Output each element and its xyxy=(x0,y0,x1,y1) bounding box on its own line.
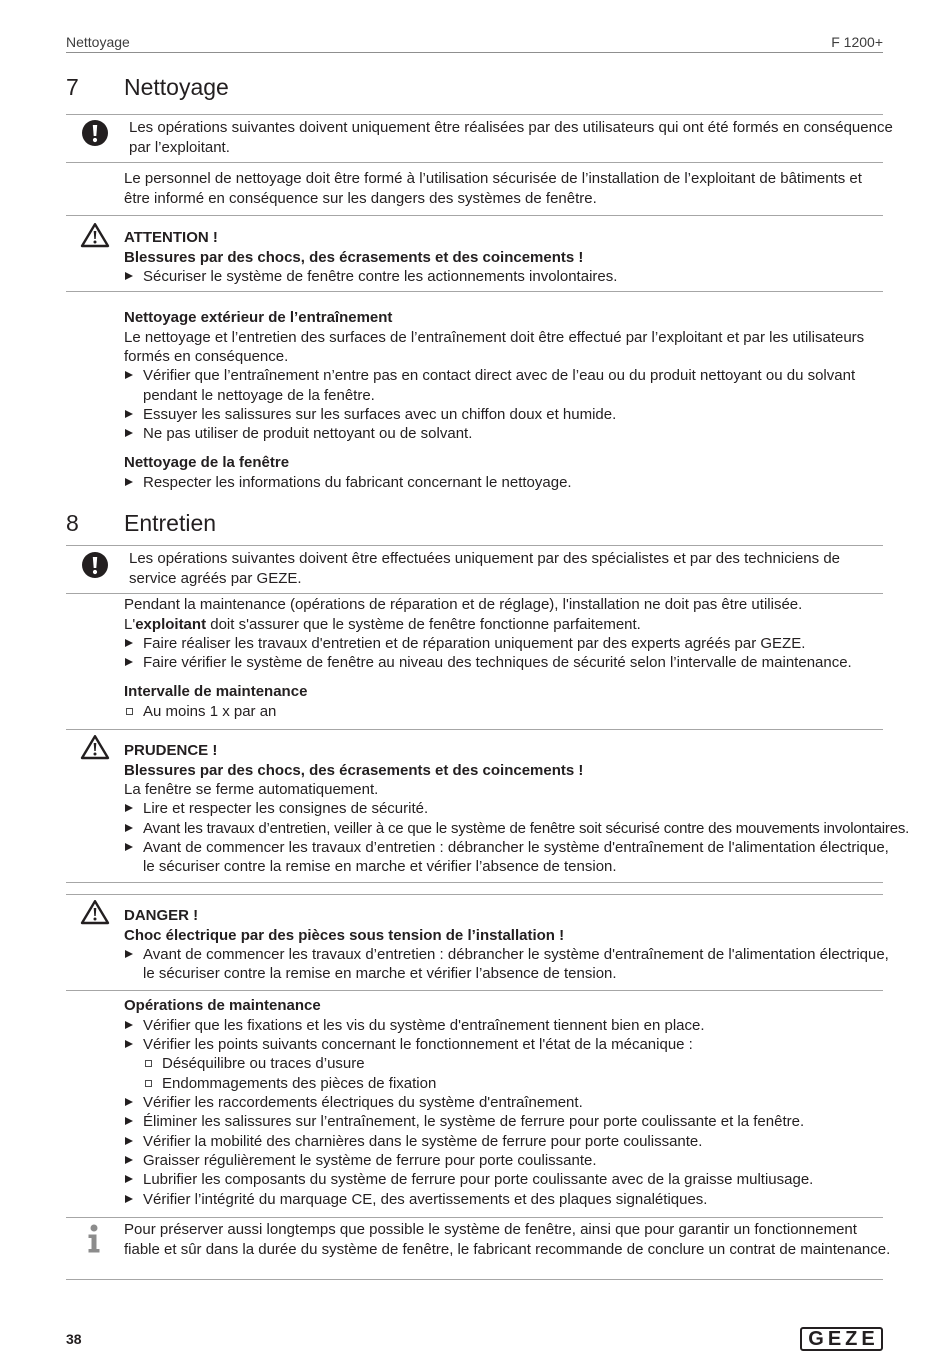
instruction-step xyxy=(124,366,884,405)
bullet-arrow-icon xyxy=(125,639,133,647)
divider xyxy=(66,114,883,115)
step-text: Vérifier que les fixations et les vis du système d'entraînement tiennent bien en place. xyxy=(143,1016,705,1034)
bullet-arrow-icon xyxy=(125,804,133,812)
section-8-heading xyxy=(66,509,666,537)
divider xyxy=(66,990,883,991)
bullet-arrow-icon xyxy=(125,1117,133,1125)
divider xyxy=(66,1279,883,1280)
maintenance-operations xyxy=(124,996,884,1209)
text-fragment: L' xyxy=(124,615,136,633)
notice-text xyxy=(129,118,893,157)
step-text: Lire et respecter les consignes de sécurité. xyxy=(143,800,429,818)
maintenance-intro xyxy=(124,595,884,672)
step-text: Avant de commencer les travaux d’entretien : débrancher le système d'entraînement de l'alimentation électrique, xyxy=(143,945,889,963)
subheading: Nettoyage de la fenêtre xyxy=(124,454,290,472)
list-item-text: Au moins 1 x par an xyxy=(143,702,277,720)
section-title: Entretien xyxy=(124,510,217,537)
bullet-arrow-icon xyxy=(125,1021,133,1029)
instruction-step xyxy=(124,1112,884,1131)
step-text: Vérifier les raccordements électriques du système d'entraînement. xyxy=(143,1093,583,1111)
divider xyxy=(66,882,883,883)
instruction-step xyxy=(124,405,884,424)
bullet-arrow-icon xyxy=(125,843,133,851)
section-number: 8 xyxy=(66,510,79,537)
bullet-square-icon xyxy=(145,1060,152,1067)
sub-list-item xyxy=(124,1074,884,1093)
warning-triangle-icon xyxy=(80,899,110,925)
instruction-step xyxy=(124,799,884,818)
page-number: 38 xyxy=(66,1331,82,1347)
bullet-arrow-icon xyxy=(125,478,133,486)
list-item-text: Déséquilibre ou traces d’usure xyxy=(162,1055,365,1073)
signal-word: DANGER ! xyxy=(124,907,199,925)
paragraph-line: Le nettoyage et l’entretien des surfaces de l’entraînement doit être effectué par l’exploitant et par les utilisateurs xyxy=(124,328,865,346)
running-header-section: Nettoyage xyxy=(66,34,130,50)
paragraph-line: Le personnel de nettoyage doit être formé à l’utilisation sécurisée de l’installation de l’exploitant de bâtiments et xyxy=(124,170,862,188)
hazard-statement: Blessures par des chocs, des écrasements et des coincements ! xyxy=(124,248,584,266)
warning-triangle-icon xyxy=(80,734,110,760)
header-rule xyxy=(66,52,883,53)
maintenance-interval xyxy=(124,682,884,721)
paragraph-line: Pour préserver aussi longtemps que possible le système de fenêtre, ainsi que pour garantir un fonctionnement xyxy=(124,1221,857,1239)
divider xyxy=(66,215,883,216)
attention-warning xyxy=(124,228,884,286)
paragraph-line xyxy=(124,615,884,634)
step-text: Graisser régulièrement le système de ferrure pour porte coulissante. xyxy=(143,1151,597,1169)
bullet-arrow-icon xyxy=(125,658,133,666)
subheading: Intervalle de maintenance xyxy=(124,683,308,701)
bullet-arrow-icon xyxy=(125,371,133,379)
step-text: Vérifier la mobilité des charnières dans le système de ferrure pour porte coulissante. xyxy=(143,1132,703,1150)
instruction-step xyxy=(124,634,884,653)
instruction-step xyxy=(124,473,884,492)
subheading: Opérations de maintenance xyxy=(124,997,321,1015)
instruction-step xyxy=(124,838,889,877)
step-text: pendant le nettoyage de la fenêtre. xyxy=(143,386,375,404)
instruction-step xyxy=(124,1016,884,1035)
exclamation-circle-icon xyxy=(81,119,109,147)
notice-line: service agréés par GEZE. xyxy=(129,569,302,587)
step-text: Ne pas utiliser de produit nettoyant ou de solvant. xyxy=(143,425,473,443)
paragraph-line: être informé en conséquence sur les dangers des systèmes de fenêtre. xyxy=(124,189,597,207)
notice-line: par l’exploitant. xyxy=(129,138,230,156)
bullet-arrow-icon xyxy=(125,272,133,280)
instruction-step xyxy=(124,819,910,838)
hazard-statement: Choc électrique par des pièces sous tension de l’installation ! xyxy=(124,926,565,944)
hazard-condition: La fenêtre se ferme automatiquement. xyxy=(124,780,379,798)
step-text: Avant de commencer les travaux d’entretien : débrancher le système d'entraînement de l'alimentation électrique, xyxy=(143,838,889,856)
list-item xyxy=(124,702,884,721)
divider xyxy=(66,593,883,594)
info-note xyxy=(124,1220,891,1259)
notice-text xyxy=(129,549,884,588)
bullet-arrow-icon xyxy=(125,1175,133,1183)
step-text: Vérifier les points suivants concernant le fonctionnement et l'état de la mécanique : xyxy=(143,1035,693,1053)
subheading: Nettoyage extérieur de l’entraînement xyxy=(124,309,393,327)
bullet-arrow-icon xyxy=(125,410,133,418)
signal-word: PRUDENCE ! xyxy=(124,742,218,760)
divider xyxy=(66,729,883,730)
instruction-step xyxy=(124,267,884,286)
divider xyxy=(66,291,883,292)
bullet-square-icon xyxy=(126,708,133,715)
running-header-product: F 1200+ xyxy=(831,34,883,50)
instruction-step xyxy=(124,1093,884,1112)
bullet-arrow-icon xyxy=(125,429,133,437)
step-text: Sécuriser le système de fenêtre contre les actionnements involontaires. xyxy=(143,267,618,285)
instruction-step xyxy=(124,1035,884,1054)
instruction-step xyxy=(124,1132,884,1151)
instruction-step xyxy=(124,424,884,443)
section-title: Nettoyage xyxy=(124,74,229,100)
bullet-arrow-icon xyxy=(125,824,133,832)
instruction-step xyxy=(124,945,889,984)
bullet-arrow-icon xyxy=(125,1156,133,1164)
step-text: Lubrifier les composants du système de ferrure pour porte coulissante avec de la graisse multiusage. xyxy=(143,1171,814,1189)
bullet-arrow-icon xyxy=(125,1195,133,1203)
step-text: le sécuriser contre la remise en marche et vérifier l’absence de tension. xyxy=(143,965,617,983)
window-cleaning xyxy=(124,453,884,492)
instruction-step xyxy=(124,1190,884,1209)
list-item-text: Endommagements des pièces de fixation xyxy=(162,1074,437,1092)
text-fragment: doit s'assurer que le système de fenêtre fonctionne parfaitement. xyxy=(206,615,641,633)
section-7-heading xyxy=(66,73,666,101)
bullet-square-icon xyxy=(145,1080,152,1087)
step-text: Faire réaliser les travaux d'entretien et de réparation uniquement par des experts agréés par GEZE. xyxy=(143,634,806,652)
bullet-arrow-icon xyxy=(125,1098,133,1106)
signal-word: ATTENTION ! xyxy=(124,229,218,247)
step-text: Vérifier que l’entraînement n’entre pas en contact direct avec de l’eau ou du produit nettoyant ou du solvant xyxy=(143,367,856,385)
step-text: Faire vérifier le système de fenêtre au niveau des techniques de sécurité selon l’intervalle de maintenance. xyxy=(143,654,852,672)
divider xyxy=(66,162,883,163)
paragraph-line: Pendant la maintenance (opérations de réparation et de réglage), l'installation ne doit pas être utilisée. xyxy=(124,596,803,614)
notice-line: Les opérations suivantes doivent uniquement être réalisées par des utilisateurs qui ont été formés en conséquence xyxy=(129,119,893,137)
paragraph-line: formés en conséquence. xyxy=(124,347,289,365)
exclamation-circle-icon xyxy=(81,551,109,579)
divider xyxy=(66,545,883,546)
info-icon xyxy=(85,1224,103,1254)
step-text: le sécuriser contre la remise en marche et vérifier l’absence de tension. xyxy=(143,858,617,876)
hazard-statement: Blessures par des chocs, des écrasements et des coincements ! xyxy=(124,761,584,779)
sub-list-item xyxy=(124,1054,884,1073)
instruction-step xyxy=(124,1151,884,1170)
step-text: Éliminer les salissures sur l’entraînement, le système de ferrure pour porte coulissante et la fenêtre. xyxy=(143,1113,805,1131)
paragraph-line: fiable et sûr dans la durée du système de fenêtre, le fabricant recommande de conclure un contrat de maintenance. xyxy=(124,1240,891,1258)
geze-logo: GEZE xyxy=(800,1327,883,1351)
step-text: Avant les travaux d’entretien, veiller à ce que le système de fenêtre soit sécurisé contre des mouvements involontaires. xyxy=(143,819,910,837)
warning-triangle-icon xyxy=(80,222,110,248)
divider xyxy=(66,894,883,895)
emphasized-term: exploitant xyxy=(135,615,207,633)
instruction-step xyxy=(124,653,884,672)
divider xyxy=(66,1217,883,1218)
exterior-cleaning xyxy=(124,308,884,443)
step-text: Vérifier l’intégrité du marquage CE, des avertissements et des plaques signalétiques. xyxy=(143,1190,708,1208)
section-number: 7 xyxy=(66,74,79,100)
step-text: Essuyer les salissures sur les surfaces avec un chiffon doux et humide. xyxy=(143,405,617,423)
caution-warning xyxy=(124,741,910,876)
notice-line: Les opérations suivantes doivent être effectuées uniquement par des spécialistes et par des techniciens de xyxy=(129,550,840,568)
intro-paragraph xyxy=(124,169,884,208)
step-text: Respecter les informations du fabricant concernant le nettoyage. xyxy=(143,473,572,491)
bullet-arrow-icon xyxy=(125,950,133,958)
bullet-arrow-icon xyxy=(125,1040,133,1048)
danger-warning xyxy=(124,906,889,983)
instruction-step xyxy=(124,1170,884,1189)
bullet-arrow-icon xyxy=(125,1137,133,1145)
